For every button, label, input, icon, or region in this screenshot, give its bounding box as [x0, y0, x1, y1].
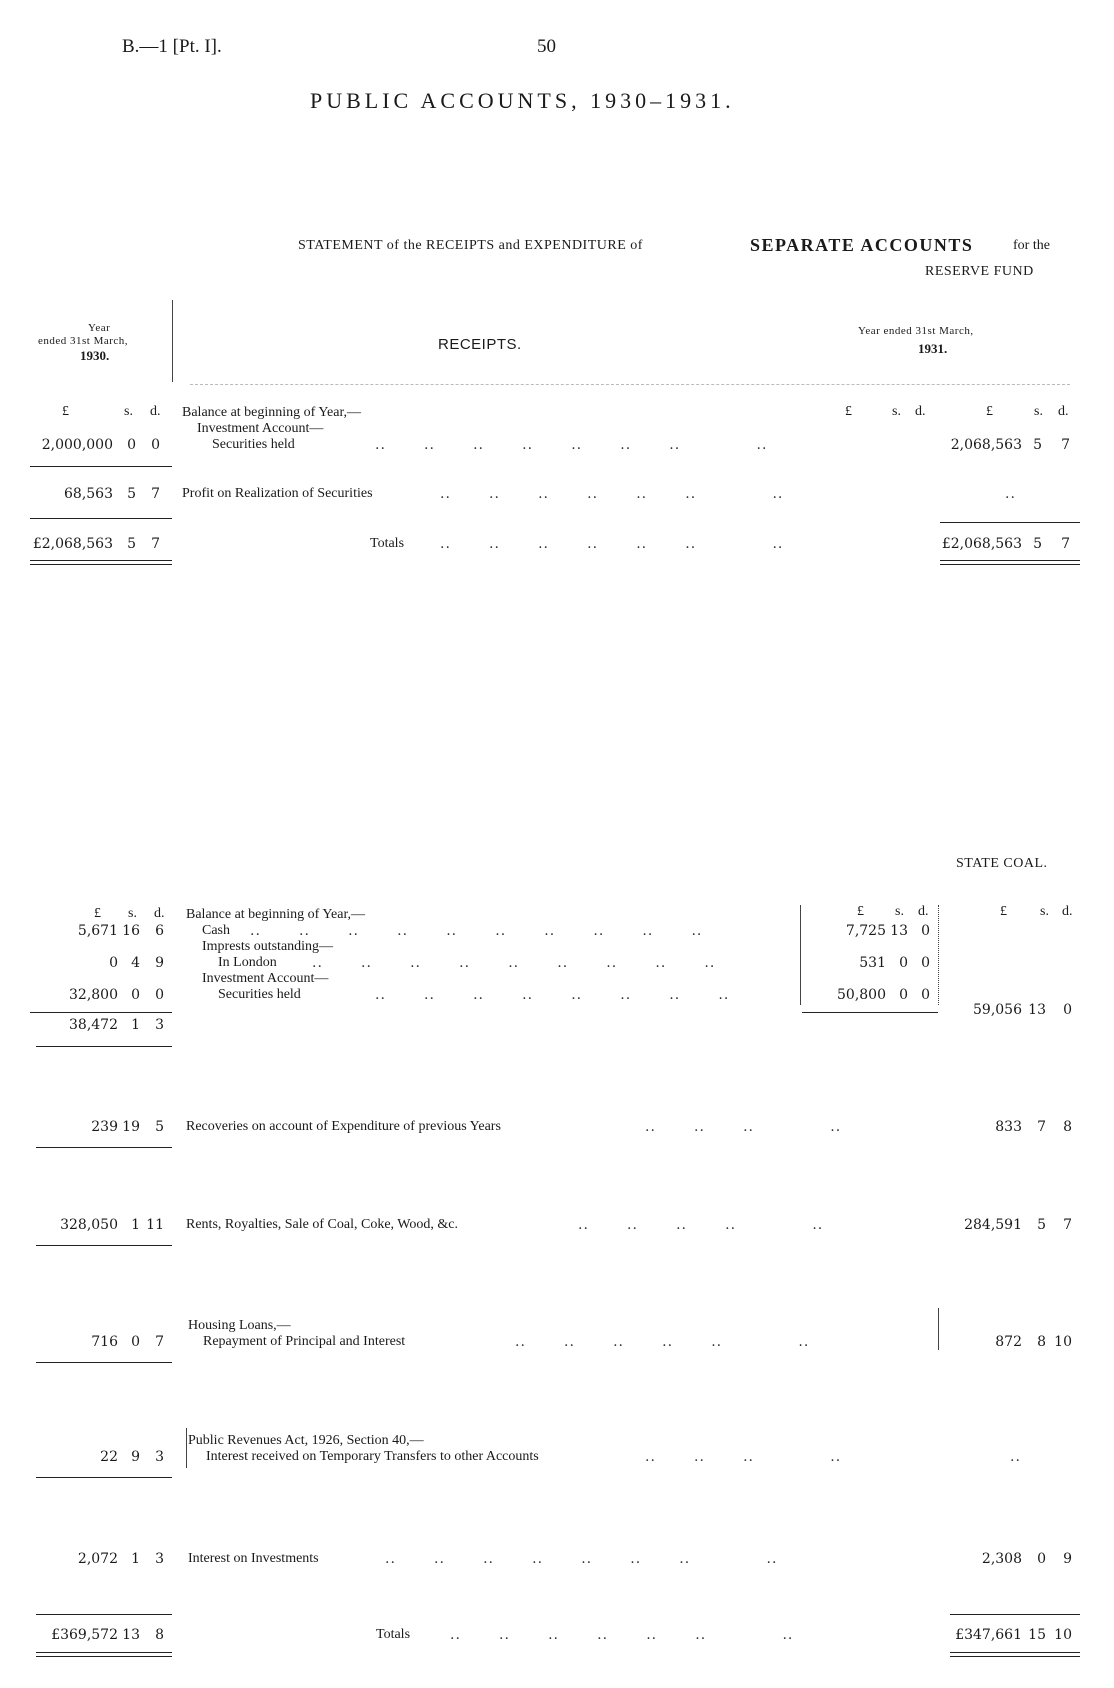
page-reference: B.—1 [Pt. I]. — [122, 36, 222, 57]
leader-dots: .. .. .. .. .. .. — [515, 1334, 810, 1350]
sc-cash-1931-shillings: 13 — [890, 923, 908, 939]
sc-cash-1931-pence: 0 — [921, 923, 930, 939]
rf-profit-1930-pounds: 68,563 — [64, 486, 113, 502]
sc-london-1930-pence: 9 — [155, 955, 164, 971]
sc-balance-total-1930-pounds: 38,472 — [69, 1017, 118, 1033]
sc-securities-1930-pence: 0 — [155, 987, 164, 1003]
sc-cash-1930-pence: 6 — [155, 923, 164, 939]
leader-dots: .. .. .. .. — [645, 1449, 842, 1465]
sc-totals-label: Totals — [376, 1627, 411, 1642]
sc-london-1931-pounds: 531 — [859, 955, 886, 971]
sc-securities-1931-shillings: 0 — [899, 987, 908, 1003]
sc-totals-1931-pence: 10 — [1054, 1627, 1072, 1643]
leader-dots: .. .. .. .. .. — [578, 1217, 824, 1233]
sc-pra-heading: Public Revenues Act, 1926, Section 40,— — [188, 1433, 424, 1448]
sc-securities-label: Securities held — [218, 987, 301, 1002]
pence-header: d. — [915, 404, 926, 419]
pence-header: d. — [150, 404, 161, 419]
sc-pra-1930-pence: 3 — [155, 1449, 164, 1465]
sc-housing-label: Repayment of Principal and Interest — [203, 1334, 406, 1349]
sc-interest-label: Interest on Investments — [188, 1551, 319, 1566]
sc-rents-1930-pounds: 328,050 — [60, 1217, 118, 1233]
rf-totals-1931-pence: 7 — [1061, 536, 1070, 552]
shilling-header: s. — [1040, 904, 1049, 919]
rf-totals-label: Totals — [370, 536, 405, 551]
rf-profit-1930-pence: 7 — [151, 486, 160, 502]
year-left-label: Year — [88, 322, 111, 334]
sc-rents-label: Rents, Royalties, Sale of Coal, Coke, Wood, &c. — [186, 1217, 458, 1232]
pound-header: £ — [94, 906, 101, 921]
pence-header: d. — [918, 904, 929, 919]
rf-totals-1930-pence: 7 — [151, 536, 160, 552]
sc-recoveries-1931-pounds: 833 — [995, 1119, 1022, 1135]
sc-interest-1931-pounds: 2,308 — [981, 1551, 1022, 1567]
pence-header: d. — [1062, 904, 1073, 919]
securities-label: Securities held — [212, 437, 295, 452]
rf-totals-1930-pounds: £2,068,563 — [32, 536, 113, 552]
leader-dots: .. .. .. .. .. .. .. .. — [375, 437, 768, 453]
sc-totals-1930-pence: 8 — [155, 1627, 164, 1643]
rf-securities-1930-pence: 0 — [151, 437, 160, 453]
sc-pra-1930-pounds: 22 — [100, 1449, 118, 1465]
investment-heading: Investment Account— — [197, 421, 324, 436]
shilling-header: s. — [892, 404, 901, 419]
rf-securities-1931-pounds: 2,068,563 — [950, 437, 1022, 453]
rf-totals-1931-shillings: 5 — [1033, 536, 1042, 552]
sc-balance-total-1931-shillings: 13 — [1028, 1002, 1046, 1018]
sc-cash-1931-pounds: 7,725 — [845, 923, 886, 939]
sc-totals-1931-shillings: 15 — [1028, 1627, 1046, 1643]
balance-heading: Balance at beginning of Year,— — [182, 405, 362, 420]
state-coal-heading: STATE COAL. — [956, 856, 1048, 871]
sc-balance-total-1930-pence: 3 — [155, 1017, 164, 1033]
shilling-header: s. — [128, 906, 137, 921]
year-right-ended: Year ended 31st March, — [858, 325, 974, 337]
sc-recoveries-1931-pence: 8 — [1063, 1119, 1072, 1135]
sc-housing-1930-pence: 7 — [155, 1334, 164, 1350]
sc-recoveries-1930-shillings: 19 — [122, 1119, 140, 1135]
rf-securities-1931-pence: 7 — [1061, 437, 1070, 453]
pound-header: £ — [845, 404, 852, 419]
sc-london-1931-pence: 0 — [921, 955, 930, 971]
sc-housing-1931-pence: 10 — [1054, 1334, 1072, 1350]
sc-housing-1931-pounds: 872 — [995, 1334, 1022, 1350]
sc-london-label: In London — [218, 955, 277, 970]
sc-housing-heading: Housing Loans,— — [188, 1318, 291, 1333]
rf-profit-1931-empty: .. — [1005, 486, 1016, 502]
sc-pra-1930-shillings: 9 — [131, 1449, 140, 1465]
sc-london-1930-pounds: 0 — [109, 955, 118, 971]
sc-interest-1931-pence: 9 — [1063, 1551, 1072, 1567]
sc-interest-1930-shillings: 1 — [131, 1551, 140, 1567]
sc-pra-label: Interest received on Temporary Transfers to other Accounts — [206, 1449, 539, 1464]
leader-dots: .. .. .. .. .. .. .. — [440, 536, 784, 552]
sc-securities-1931-pence: 0 — [921, 987, 930, 1003]
sc-cash-1930-pounds: 5,671 — [77, 923, 118, 939]
sc-interest-1930-pence: 3 — [155, 1551, 164, 1567]
sc-rents-1931-shillings: 5 — [1037, 1217, 1046, 1233]
sc-securities-1930-shillings: 0 — [131, 987, 140, 1003]
pound-header: £ — [62, 404, 69, 419]
leader-dots: .. .. .. .. .. .. .. .. — [385, 1551, 778, 1567]
statement-suffix: for the — [1013, 238, 1050, 253]
shilling-header: s. — [124, 404, 133, 419]
sc-securities-1930-pounds: 32,800 — [69, 987, 118, 1003]
leader-dots: .. .. .. .. .. .. .. — [440, 486, 784, 502]
sc-recoveries-1930-pounds: 239 — [91, 1119, 118, 1135]
statement-prefix: STATEMENT of the RECEIPTS and EXPENDITURE of — [298, 238, 643, 253]
pence-header: d. — [1058, 404, 1069, 419]
sc-balance-heading: Balance at beginning of Year,— — [186, 907, 366, 922]
pound-header: £ — [986, 404, 993, 419]
sc-rents-1931-pence: 7 — [1063, 1217, 1072, 1233]
rf-totals-1930-shillings: 5 — [127, 536, 136, 552]
year-left-year: 1930. — [80, 348, 110, 363]
sc-recoveries-1930-pence: 5 — [155, 1119, 164, 1135]
sc-totals-1931-pounds: £347,661 — [955, 1627, 1022, 1643]
rf-profit-1930-shillings: 5 — [127, 486, 136, 502]
year-right-year: 1931. — [918, 341, 948, 356]
sc-rents-1930-shillings: 1 — [131, 1217, 140, 1233]
sc-london-1930-shillings: 4 — [131, 955, 140, 971]
sc-totals-1930-pounds: £369,572 — [51, 1627, 118, 1643]
sc-london-1931-shillings: 0 — [899, 955, 908, 971]
leader-dots: .. .. .. .. — [645, 1119, 842, 1135]
shilling-header: s. — [895, 904, 904, 919]
year-left-ended: ended 31st March, — [38, 335, 129, 347]
fund-name: RESERVE FUND — [925, 264, 1034, 279]
sc-housing-1930-shillings: 0 — [131, 1334, 140, 1350]
rf-totals-1931-pounds: £2,068,563 — [941, 536, 1022, 552]
pound-header: £ — [1000, 904, 1007, 919]
page-title: PUBLIC ACCOUNTS, 1930–1931. — [310, 88, 735, 113]
sc-cash-label: Cash — [202, 923, 230, 938]
page-number: 50 — [537, 36, 556, 57]
sc-interest-1930-pounds: 2,072 — [77, 1551, 118, 1567]
leader-dots: .. .. .. .. .. .. .. — [450, 1627, 794, 1643]
sc-pra-1931-empty: .. — [1010, 1449, 1021, 1465]
shilling-header: s. — [1034, 404, 1043, 419]
sc-balance-total-1931-pence: 0 — [1063, 1002, 1072, 1018]
pound-header: £ — [857, 904, 864, 919]
sc-recoveries-label: Recoveries on account of Expenditure of previous Years — [186, 1119, 501, 1134]
statement-emphasis: SEPARATE ACCOUNTS — [750, 235, 974, 255]
sc-housing-1931-shillings: 8 — [1037, 1334, 1046, 1350]
sc-cash-1930-shillings: 16 — [122, 923, 140, 939]
rf-securities-1931-shillings: 5 — [1033, 437, 1042, 453]
rf-securities-1930-shillings: 0 — [127, 437, 136, 453]
rf-securities-1930-pounds: 2,000,000 — [41, 437, 113, 453]
leader-dots: .. .. .. .. .. .. .. .. .. — [312, 955, 716, 971]
sc-securities-1931-pounds: 50,800 — [837, 987, 886, 1003]
sc-imprests-heading: Imprests outstanding— — [202, 939, 334, 954]
sc-recoveries-1931-shillings: 7 — [1037, 1119, 1046, 1135]
receipts-heading: RECEIPTS. — [438, 336, 522, 353]
sc-rents-1931-pounds: 284,591 — [964, 1217, 1022, 1233]
sc-interest-1931-shillings: 0 — [1037, 1551, 1046, 1567]
sc-balance-total-1931-pounds: 59,056 — [973, 1002, 1022, 1018]
sc-rents-1930-pence: 11 — [146, 1217, 164, 1233]
sc-investment-heading: Investment Account— — [202, 971, 329, 986]
leader-dots: .. .. .. .. .. .. .. .. — [375, 987, 730, 1003]
profit-label: Profit on Realization of Securities — [182, 486, 373, 501]
leader-dots: .. .. .. .. .. .. .. .. .. .. — [250, 923, 703, 939]
pence-header: d. — [154, 906, 165, 921]
sc-housing-1930-pounds: 716 — [91, 1334, 118, 1350]
sc-balance-total-1930-shillings: 1 — [131, 1017, 140, 1033]
sc-totals-1930-shillings: 13 — [122, 1627, 140, 1643]
